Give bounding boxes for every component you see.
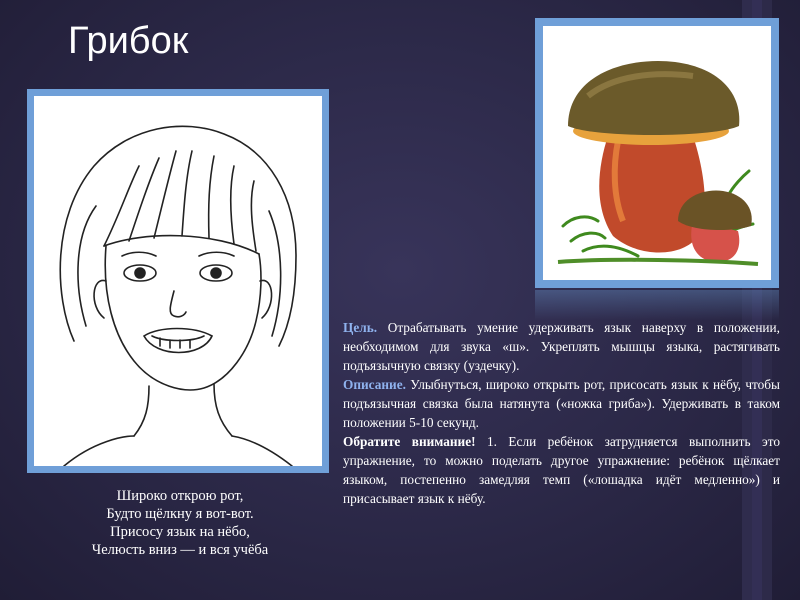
exercise-description	[343, 318, 780, 508]
mushroom-reflection	[535, 290, 779, 320]
description-label: Описание.	[343, 377, 406, 392]
poem-line: Челюсть вниз — и вся учёба	[91, 542, 269, 558]
poem-line: Широко открою рот,	[116, 488, 244, 504]
mushroom-frame	[535, 18, 779, 288]
attention-text: 1. Если ребёнок затрудняется выполнить это упражнение, то можно поделать другое упражнение: ребёнок щёлкает языком, постепенно замедляя темп («лошадка идёт медленно») и присасывает язык к нёбу.	[343, 434, 780, 506]
mushroom-illustration	[543, 26, 771, 280]
child-face-drawing	[34, 96, 322, 466]
slide-title: Грибок	[68, 20, 189, 62]
child-face-frame	[27, 89, 329, 473]
description-text: Улыбнуться, широко открыть рот, присосать язык к нёбу, чтобы подъязычная связка была натянута («ножка гриба»). Удерживать в таком положении 5-10 секунд.	[343, 377, 780, 430]
poem-line: Будто щёлкну я вот-вот.	[106, 506, 254, 522]
attention-label: Обратите внимание!	[343, 434, 476, 449]
attention-paragraph	[343, 432, 780, 508]
poem	[30, 487, 330, 559]
goal-label: Цель.	[343, 320, 378, 335]
goal-text: Отрабатывать умение удерживать язык наверху в положении, необходимом для звука «ш». Укреплять мышцы языка, растягивать подъязычную связку (уздечку).	[343, 320, 780, 373]
poem-line: Присосу язык на нёбо,	[110, 524, 250, 540]
description-paragraph	[343, 375, 780, 432]
goal-paragraph	[343, 318, 780, 375]
